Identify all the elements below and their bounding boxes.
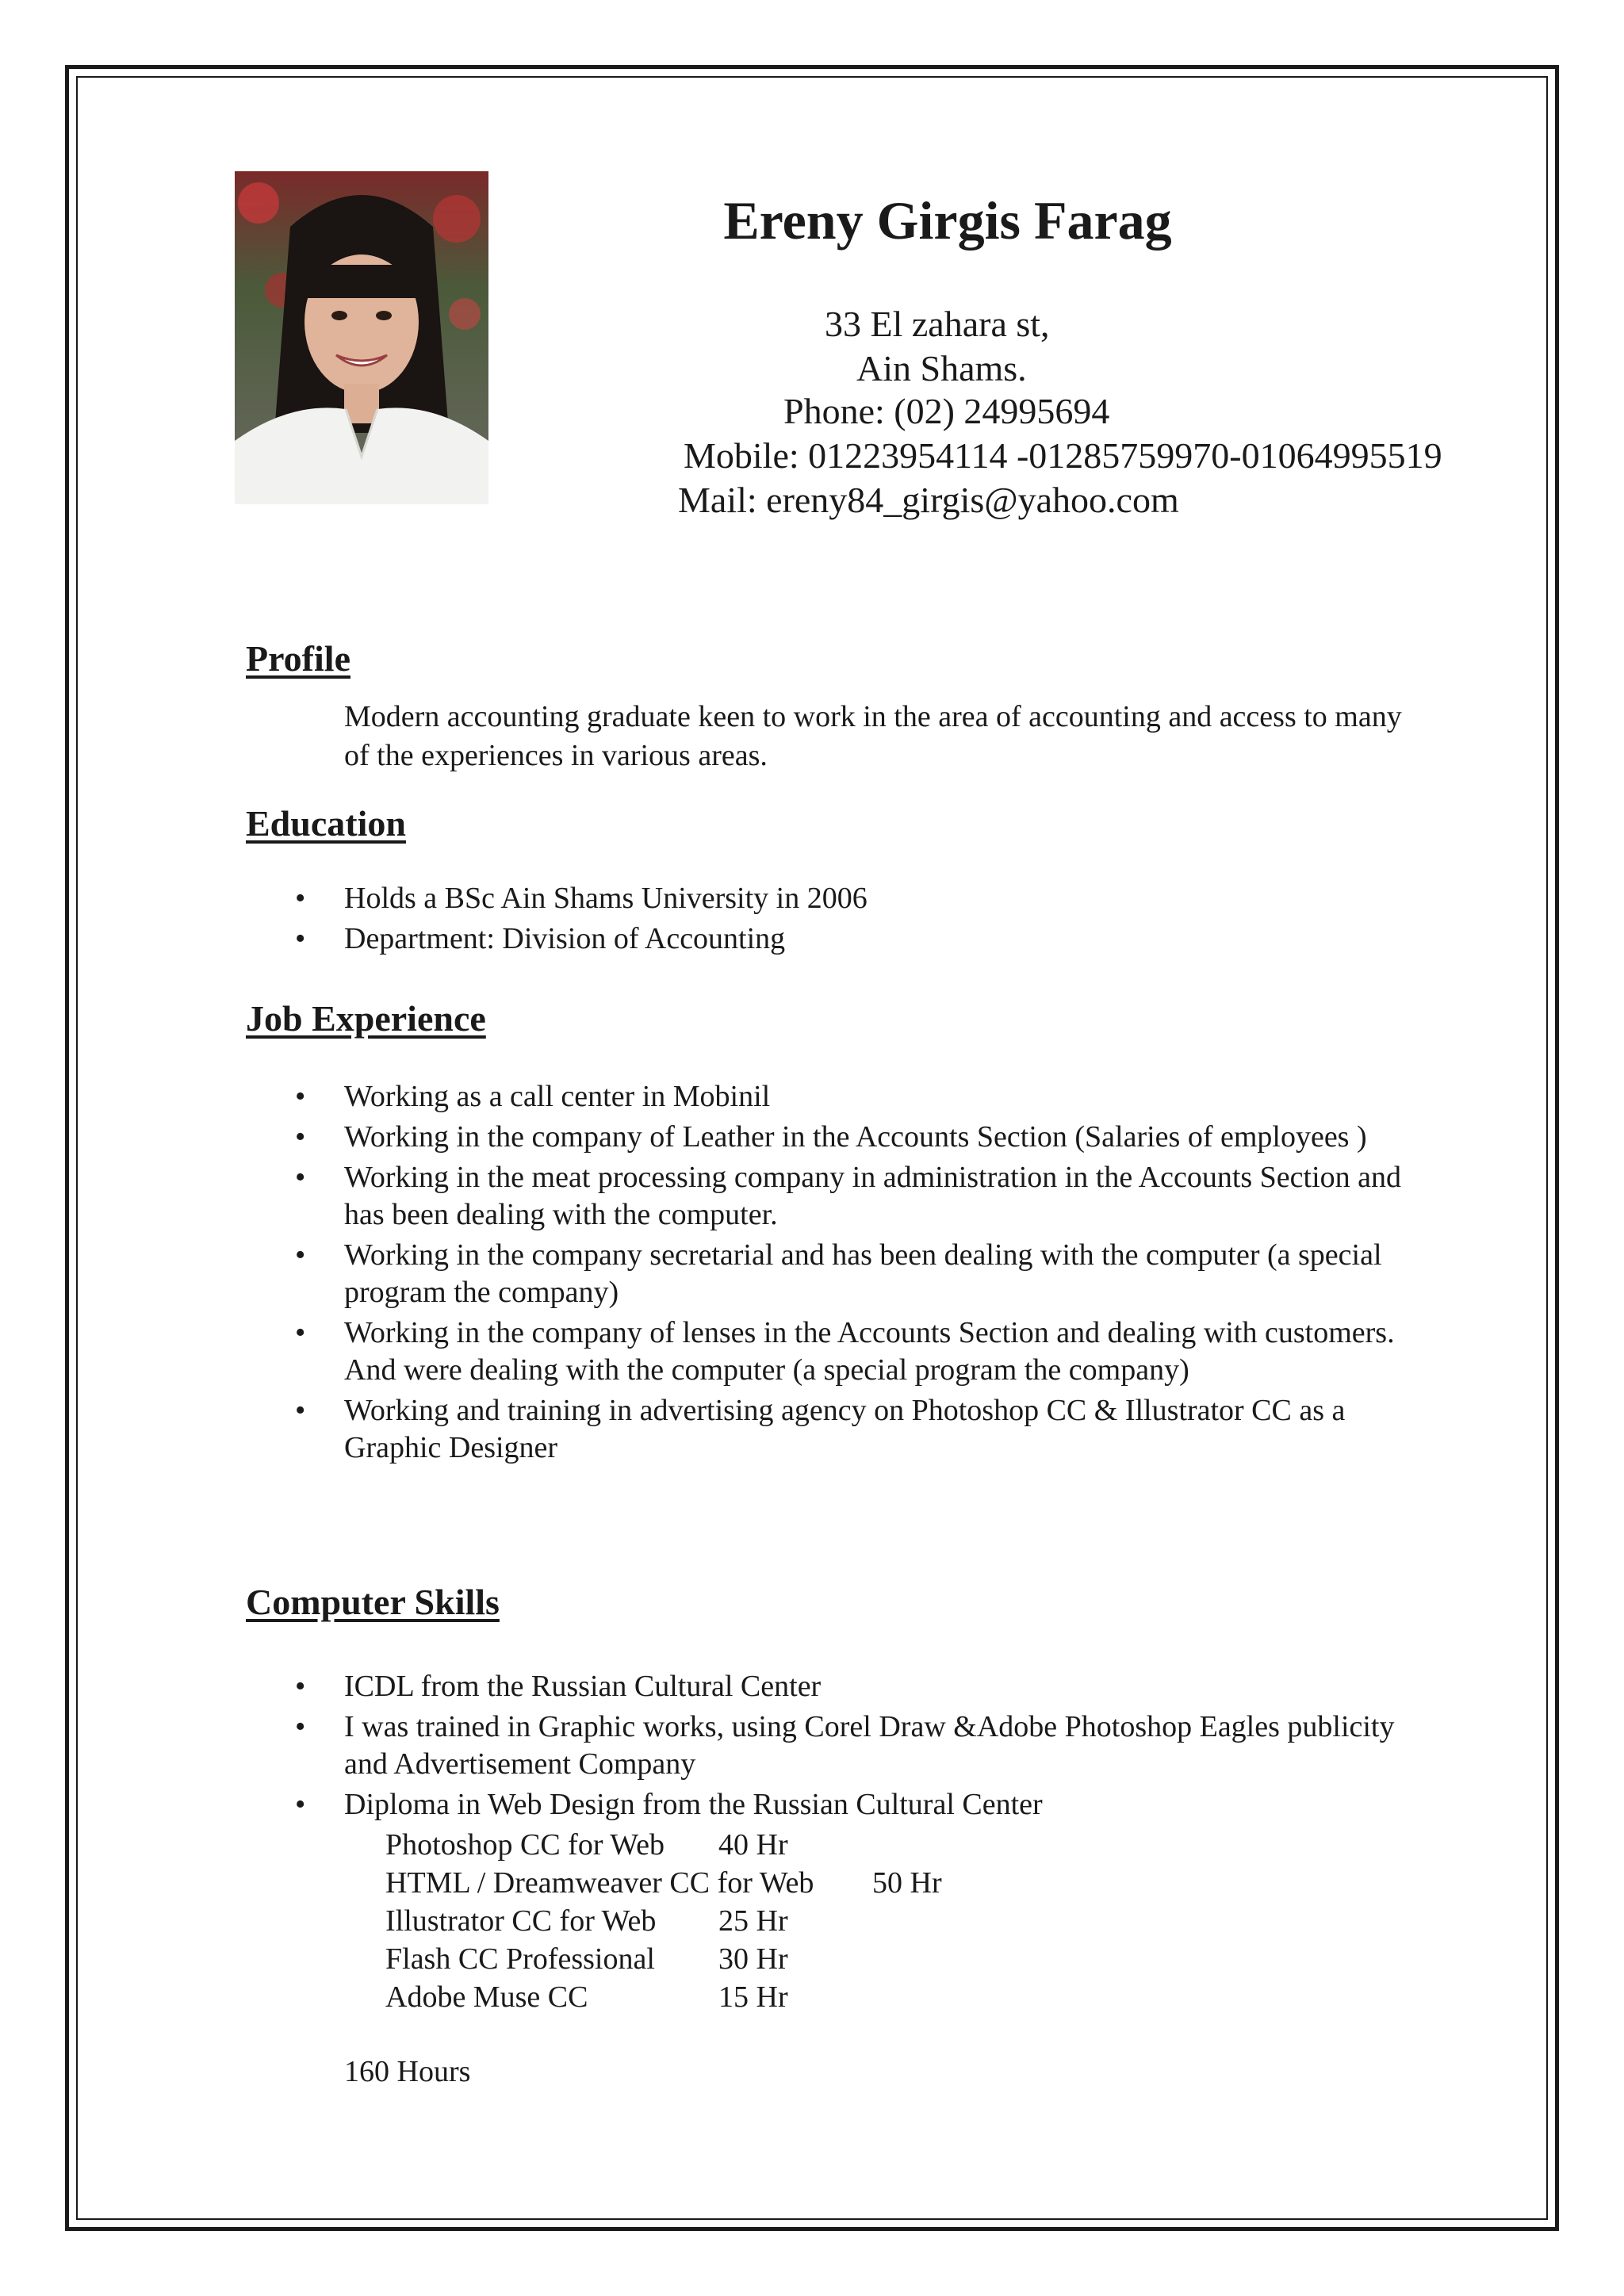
phone-number: Phone: (02) 24995694 (783, 391, 1110, 431)
list-item: • I was trained in Graphic works, using Corel Draw &Adobe Photoshop Eagles publicity and Advertisement Company (344, 1709, 1407, 1783)
list-item: • Diploma in Web Design from the Russian Cultural Center (344, 1786, 1407, 1823)
section-title-education: Education (246, 803, 406, 844)
education-list (344, 880, 1407, 961)
list-item: • Working in the company secretarial and has been dealing with the computer (a special program the company) (344, 1237, 1407, 1311)
candidate-name: Ereny Girgis Farag (723, 190, 1172, 251)
address-line-2: Ain Shams. (856, 348, 1027, 388)
course-name: Illustrator CC for Web (385, 1904, 657, 1938)
address-line-1: 33 El zahara st, (825, 304, 1050, 344)
list-item: • Department: Division of Accounting (344, 920, 1407, 958)
experience-list (344, 1078, 1407, 1470)
section-title-profile: Profile (246, 638, 350, 679)
course-name: Flash CC Professional (385, 1942, 655, 1976)
course-name: HTML / Dreamweaver CC for Web (385, 1866, 814, 1900)
list-item: • Working and training in advertising agency on Photoshop CC & Illustrator CC as a Graphic Designer (344, 1392, 1407, 1467)
course-hours: 30 Hr (718, 1942, 788, 1976)
course-name: Photoshop CC for Web (385, 1828, 665, 1862)
list-item: • Working in the company of Leather in the Accounts Section (Salaries of employees ) (344, 1119, 1407, 1156)
course-name: Adobe Muse CC (385, 1980, 588, 2014)
list-item: • Working as a call center in Mobinil (344, 1078, 1407, 1115)
profile-photo (235, 171, 488, 504)
skills-list (344, 1668, 1407, 1827)
course-hours: 15 Hr (718, 1980, 788, 2014)
total-hours: 160 Hours (344, 2055, 471, 2088)
list-item: • Working in the meat processing company in administration in the Accounts Section and has been dealing with the computer. (344, 1159, 1407, 1234)
course-hours: 25 Hr (718, 1904, 788, 1938)
email-address: Mail: ereny84_girgis@yahoo.com (678, 480, 1179, 520)
list-item: • ICDL from the Russian Cultural Center (344, 1668, 1407, 1705)
course-hours: 50 Hr (872, 1866, 942, 1900)
list-item: • Working in the company of lenses in the Accounts Section and dealing with customers. And were dealing with the computer (a special program the company) (344, 1314, 1407, 1389)
mobile-numbers: Mobile: 01223954114 -01285759970-01064995519 (684, 435, 1442, 476)
course-hours: 40 Hr (718, 1828, 788, 1862)
section-title-computer-skills: Computer Skills (246, 1582, 500, 1622)
section-title-experience: Job Experience (246, 998, 486, 1039)
profile-text: Modern accounting graduate keen to work in the area of accounting and access to many of the experiences in various areas. (344, 700, 1402, 772)
list-item: • Holds a BSc Ain Shams University in 2006 (344, 880, 1407, 917)
